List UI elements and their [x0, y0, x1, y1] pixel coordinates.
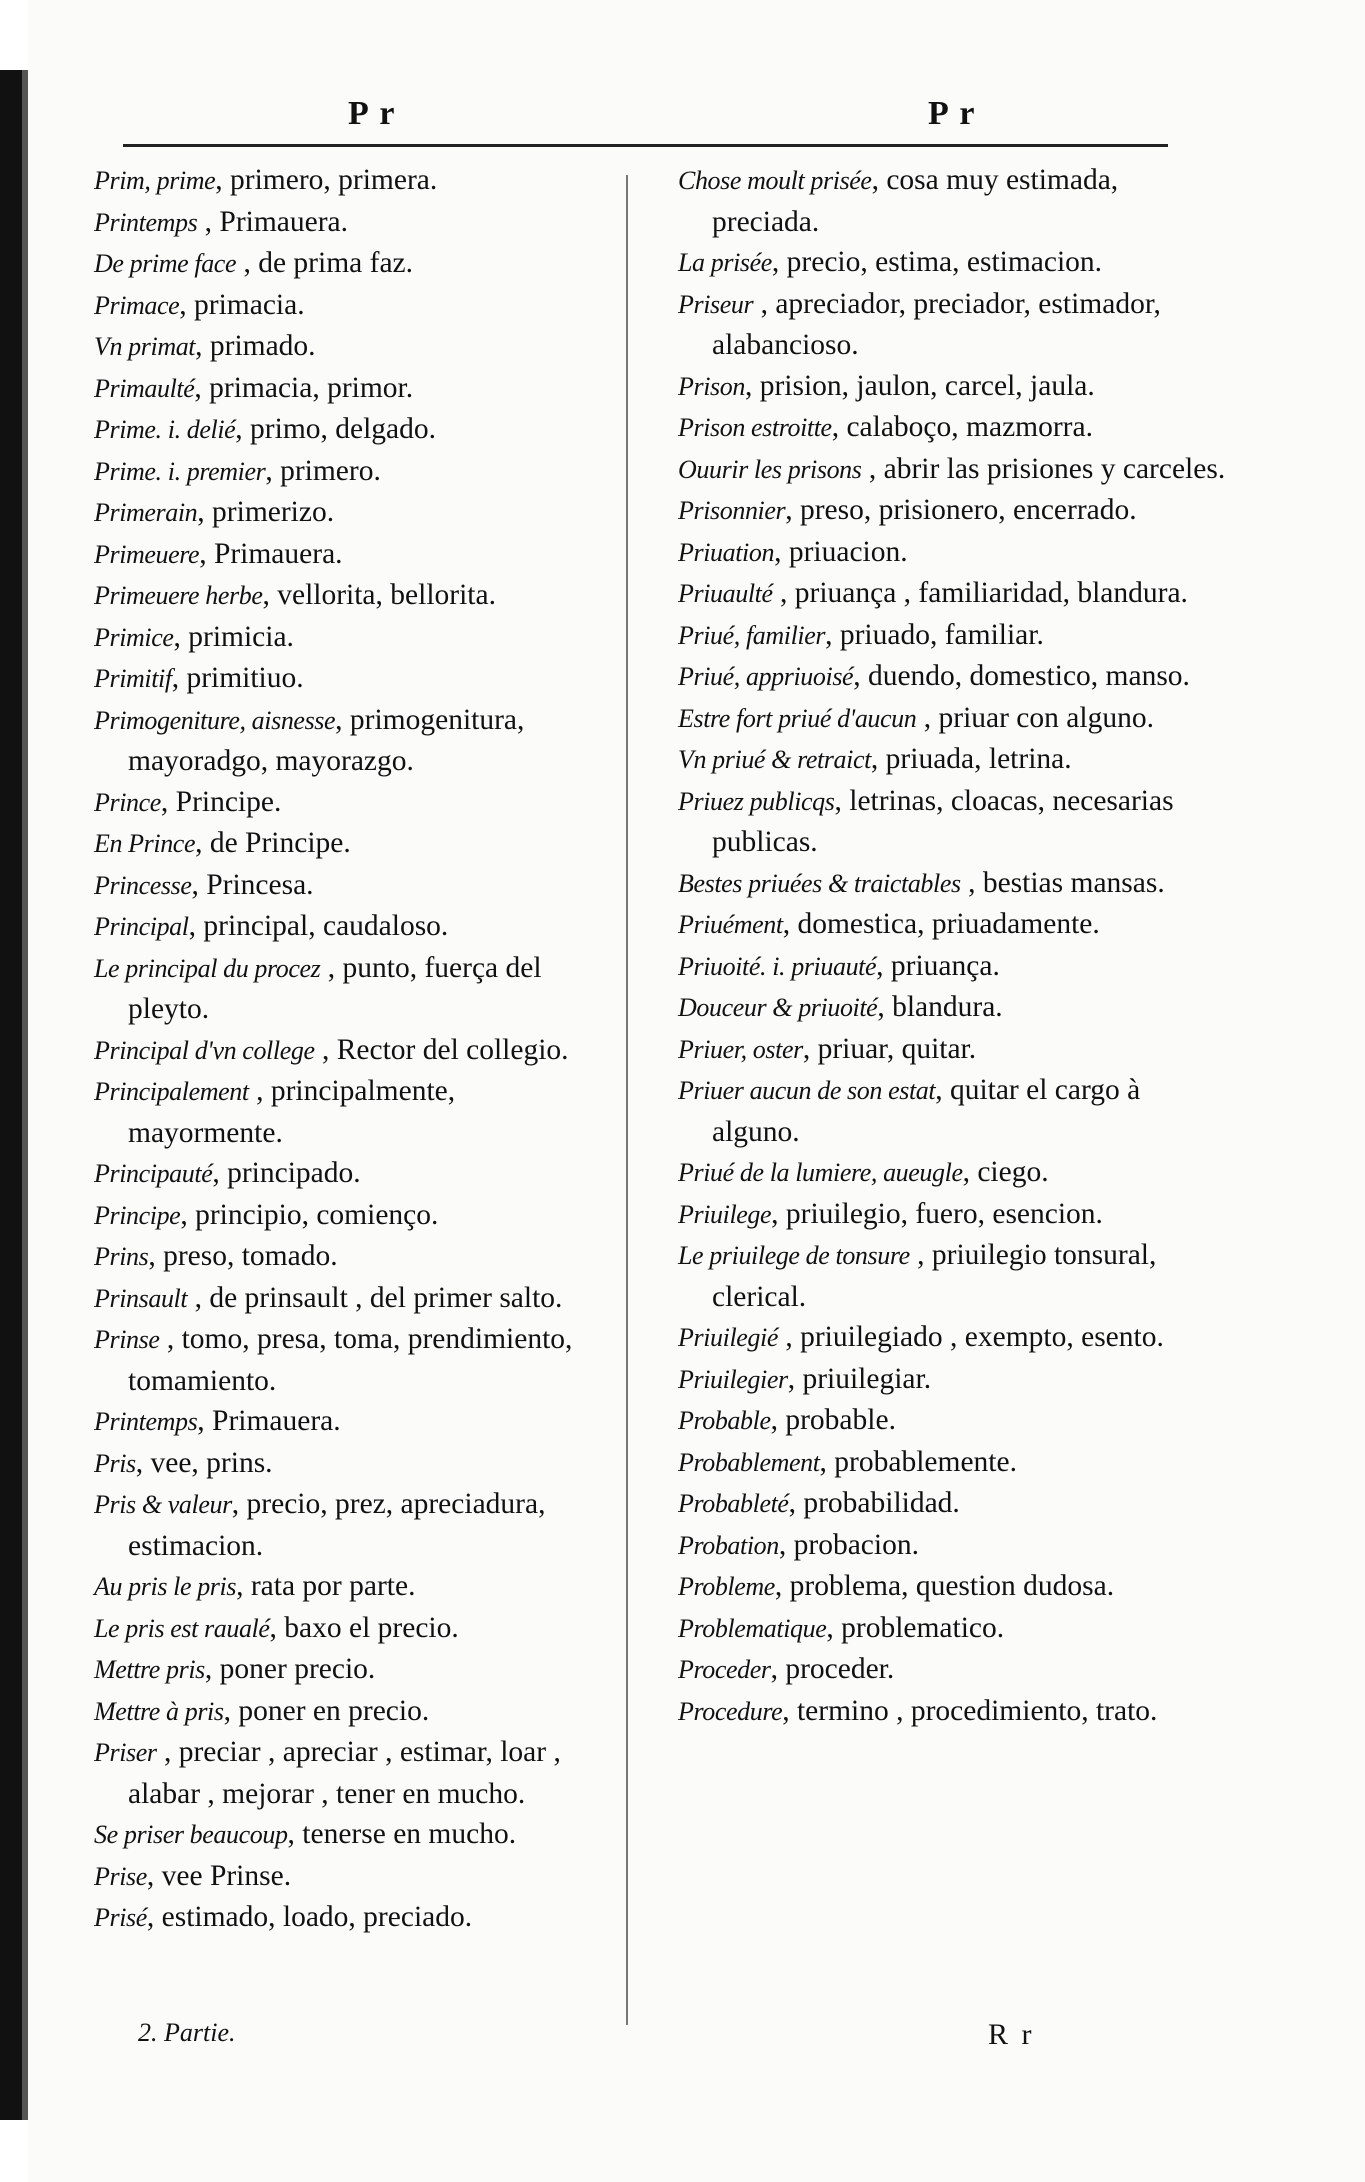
entry-translation: , priuança , familiaridad, blandura. [772, 577, 1188, 609]
entry-translation: , abrir las prisiones y carceles. [861, 452, 1226, 485]
dictionary-entry [94, 1071, 604, 1153]
entry-headword: Probation [678, 1530, 779, 1560]
dictionary-entry [678, 1070, 1228, 1152]
entry-translation: , probable. [770, 1404, 896, 1436]
entry-headword: Ouurir les prisons [678, 454, 862, 484]
entry-translation: , primacia. [179, 288, 305, 321]
entry-headword: Pris & valeur [94, 1490, 232, 1519]
dictionary-entry [94, 1443, 604, 1485]
dictionary-page [28, 0, 1365, 2182]
left-column [94, 160, 604, 1939]
entry-translation: , poner en precio. [223, 1694, 430, 1727]
entry-translation: , blandura. [877, 991, 1003, 1023]
entry-translation: , primerizo. [197, 496, 335, 528]
entry-translation: , precio, prez, apreciadura, estimacion. [128, 1488, 546, 1562]
entry-translation: , primado. [195, 330, 316, 362]
dictionary-entry [678, 284, 1228, 366]
entry-headword: Prinse [94, 1325, 160, 1354]
dictionary-entry [94, 1649, 604, 1691]
entry-headword: Primerain [94, 498, 198, 527]
dictionary-entry [94, 948, 604, 1030]
dictionary-entry [94, 1608, 604, 1650]
entry-translation: , de prinsault , del primer salto. [187, 1281, 563, 1314]
entry-translation: , preciar , apreciar , estimar, loar , alabar , mejorar , tener en mucho. [128, 1736, 561, 1810]
entry-translation: , Primauera. [197, 205, 349, 238]
entry-headword: Prime. i. delié [94, 415, 236, 444]
entry-headword: Principal [94, 912, 189, 941]
entry-translation: , vee Prinse. [146, 1859, 292, 1892]
dictionary-entry [678, 366, 1228, 408]
entry-translation: , preso, tomado. [148, 1240, 338, 1272]
entry-headword: Principalement [94, 1077, 249, 1106]
entry-headword: Printemps [94, 207, 198, 237]
entry-translation: , poner precio. [204, 1653, 376, 1685]
entry-translation: , priuacion. [774, 535, 908, 568]
entry-translation: , tenerse en mucho. [287, 1818, 517, 1850]
entry-headword: Probleme [678, 1572, 775, 1601]
dictionary-entry [678, 407, 1228, 449]
entry-translation: , primitiuo. [171, 662, 304, 694]
entry-headword: Douceur & priuoité [678, 993, 878, 1022]
entry-headword: Pris [94, 1448, 136, 1478]
dictionary-entry [678, 1525, 1228, 1567]
entry-translation: , problematico. [826, 1611, 1005, 1644]
entry-translation: , baxo el precio. [269, 1611, 459, 1644]
entry-translation: , priuilegio, fuero, esencion. [771, 1197, 1103, 1230]
dictionary-entry [94, 782, 604, 824]
entry-translation: , priuilegiar. [787, 1362, 932, 1395]
entry-headword: Prins [94, 1242, 149, 1271]
entry-headword: Le pris est raualé [94, 1613, 270, 1643]
dictionary-entry [678, 1029, 1228, 1071]
entry-headword: Priuilegié [678, 1323, 778, 1352]
entry-headword: Primogeniture, aisnesse [94, 705, 336, 735]
dictionary-entry [94, 1236, 604, 1278]
entry-translation: , calaboço, mazmorra. [831, 411, 1093, 443]
entry-translation: , principado. [212, 1157, 361, 1189]
entry-translation: , primero. [265, 454, 381, 487]
dictionary-entry [94, 1030, 604, 1072]
entry-headword: Priuez publicqs [678, 786, 835, 816]
entry-headword: Primaulté [94, 373, 195, 403]
dictionary-entry [678, 1235, 1228, 1317]
entry-headword: Vn priué & retraict [678, 745, 871, 774]
entry-translation: , Primauera. [197, 1405, 341, 1437]
entry-headword: Mettre pris [94, 1655, 205, 1684]
entry-headword: Prim, prime [94, 166, 216, 195]
entry-translation: , vellorita, bellorita. [262, 579, 496, 611]
entry-headword: Priuoité. i. priuauté [678, 951, 877, 981]
entry-translation: , primo, delgado. [235, 413, 437, 445]
entry-translation: , priuar, quitar. [802, 1032, 977, 1065]
entry-translation: , priuada, letrina. [870, 743, 1072, 775]
entry-headword: Au pris le pris [94, 1572, 237, 1601]
dictionary-entry [678, 532, 1228, 574]
entry-headword: Estre fort priué d'aucun [678, 703, 917, 733]
dictionary-entry [678, 1317, 1228, 1359]
entry-headword: Prince [94, 787, 161, 817]
entry-translation: , Primauera. [199, 537, 343, 570]
dictionary-entry [678, 1442, 1228, 1484]
entry-translation: , vee, prins. [135, 1446, 273, 1479]
entry-headword: Prinsault [94, 1283, 188, 1313]
dictionary-entry [678, 1359, 1228, 1401]
entry-headword: Bestes priuées & traictables [678, 868, 961, 898]
entry-translation: , de prima faz. [236, 247, 414, 279]
dictionary-entry [94, 285, 604, 327]
dictionary-entry [94, 243, 604, 285]
entry-headword: Priseur [678, 289, 754, 319]
column-divider [626, 175, 628, 2025]
dictionary-entry [94, 409, 604, 451]
entry-translation: , ciego. [962, 1156, 1049, 1188]
entry-headword: Priué, familier [678, 620, 826, 650]
dictionary-entry [678, 242, 1228, 284]
entry-headword: La prisée [678, 248, 772, 277]
entry-headword: De prime face [94, 249, 237, 278]
entry-translation: , priuar con alguno. [916, 701, 1154, 734]
entry-translation: , quitar el cargo à alguno. [712, 1074, 1141, 1148]
entry-translation: , proceder. [770, 1653, 895, 1685]
entry-headword: Priué de la lumiere, aueugle [678, 1158, 963, 1187]
dictionary-entry [678, 615, 1228, 657]
dictionary-entry [678, 1566, 1228, 1608]
entry-headword: Prime. i. premier [94, 456, 266, 486]
entry-translation: , principalmente, mayormente. [128, 1075, 456, 1149]
entry-translation: , de Principe. [195, 827, 351, 859]
entry-translation: , estimado, loado, preciado. [146, 1901, 473, 1933]
entry-headword: Mettre à pris [94, 1696, 224, 1726]
entry-headword: Principal d'vn college [94, 1035, 315, 1065]
dictionary-entry [94, 1195, 604, 1237]
dictionary-entry [94, 451, 604, 493]
entry-headword: Priuaulté [678, 579, 773, 608]
dictionary-entry [94, 1401, 604, 1443]
dictionary-entry [678, 1194, 1228, 1236]
entry-headword: Prisé [94, 1903, 147, 1932]
entry-headword: Primitif [94, 664, 172, 693]
entry-translation: , cosa muy estimada, preciada. [712, 164, 1119, 238]
entry-translation: , primacia, primor. [194, 371, 414, 404]
entry-translation: , precio, estima, estimacion. [771, 246, 1103, 278]
entry-translation: , priuado, familiar. [825, 618, 1044, 651]
entry-headword: Prise [94, 1861, 147, 1891]
dictionary-entry [678, 1608, 1228, 1650]
entry-translation: , primogenitura, mayoradgo, mayorazgo. [128, 703, 525, 777]
dictionary-entry [678, 490, 1228, 532]
entry-headword: Probablement [678, 1447, 820, 1477]
entry-headword: Se priser beaucoup [94, 1820, 288, 1849]
dictionary-entry [94, 1153, 604, 1195]
entry-headword: Le principal du procez [94, 953, 321, 983]
entry-translation: , Princesa. [191, 868, 314, 901]
entry-translation: , tomo, presa, toma, prendimiento, tomamiento. [128, 1323, 573, 1397]
entry-translation: , duendo, domestico, manso. [853, 660, 1190, 692]
entry-headword: Le priuilege de tonsure [678, 1241, 910, 1270]
dictionary-entry [94, 492, 604, 534]
entry-headword: Probable [678, 1406, 771, 1435]
dictionary-entry [678, 160, 1228, 242]
entry-translation: , bestias mansas. [960, 866, 1165, 899]
dictionary-entry [94, 700, 604, 782]
entry-headword: Priser [94, 1738, 157, 1767]
entry-headword: Primeuere herbe [94, 581, 263, 610]
entry-headword: Printemps [94, 1407, 198, 1436]
signature-mark: 2. Partie. [138, 2018, 236, 2047]
entry-translation: , Principe. [160, 785, 282, 818]
entry-headword: Prison estroitte [678, 413, 832, 442]
dictionary-entry [678, 656, 1228, 698]
entry-headword: Proceder [678, 1655, 771, 1684]
dictionary-entry [94, 1319, 604, 1401]
entry-headword: Priué, appriuoisé [678, 662, 854, 691]
entry-translation: , apreciador, preciador, estimador, alabancioso. [712, 287, 1161, 361]
book-spine-shadow [0, 70, 22, 2120]
dictionary-entry [678, 1691, 1228, 1733]
dictionary-entry [678, 781, 1228, 863]
entry-headword: Priuation [678, 537, 775, 567]
dictionary-entry [94, 1566, 604, 1608]
entry-translation: , preso, prisionero, encerrado. [785, 494, 1137, 526]
entry-translation: , probacion. [778, 1528, 919, 1561]
dictionary-entry [678, 739, 1228, 781]
dictionary-entry [94, 1278, 604, 1320]
entry-translation: , priuilegiado , exempto, esento. [777, 1321, 1164, 1353]
dictionary-entry [94, 160, 604, 202]
entry-headword: Priuer, oster [678, 1034, 803, 1064]
dictionary-entry [94, 534, 604, 576]
dictionary-entry [94, 326, 604, 368]
dictionary-entry [94, 1897, 604, 1939]
entry-translation: , principio, comienço. [180, 1198, 439, 1231]
running-head-right: P r [928, 95, 977, 132]
header-rule [123, 144, 1168, 147]
entry-translation: , letrinas, cloacas, necesarias publicas. [712, 784, 1174, 858]
entry-headword: Prisonnier [678, 496, 786, 525]
entry-translation: , prision, jaulon, carcel, jaula. [744, 369, 1095, 402]
entry-translation: , primero, primera. [215, 164, 438, 196]
entry-headword: Primace [94, 290, 180, 320]
entry-headword: Problematique [678, 1613, 827, 1643]
dictionary-entry [94, 202, 604, 244]
dictionary-entry [94, 368, 604, 410]
entry-translation: , punto, fuerça del pleyto. [128, 951, 542, 1025]
catchword: R r [988, 2018, 1035, 2051]
entry-headword: Principe [94, 1200, 181, 1230]
entry-headword: Probableté [678, 1489, 789, 1518]
entry-translation: , probablemente. [819, 1445, 1017, 1478]
entry-headword: Prison [678, 371, 745, 401]
dictionary-entry [678, 573, 1228, 615]
entry-translation: , rata por parte. [236, 1570, 416, 1602]
dictionary-entry [94, 865, 604, 907]
entry-headword: Principauté [94, 1159, 213, 1188]
dictionary-entry [94, 1484, 604, 1566]
dictionary-entry [678, 1400, 1228, 1442]
dictionary-entry [678, 449, 1228, 491]
dictionary-entry [678, 1649, 1228, 1691]
entry-headword: Priuilege [678, 1199, 772, 1229]
entry-translation: , probabilidad. [788, 1487, 960, 1519]
entry-translation: , primicia. [173, 620, 294, 653]
dictionary-entry [678, 698, 1228, 740]
entry-headword: Primeuere [94, 539, 200, 569]
running-head-left: P r [348, 95, 397, 132]
entry-translation: , priuança. [876, 949, 1000, 982]
right-column [678, 160, 1228, 1732]
dictionary-entry [678, 987, 1228, 1029]
entry-translation: , termino , procedimiento, trato. [782, 1694, 1158, 1727]
entry-headword: Procedure [678, 1696, 783, 1726]
dictionary-entry [94, 823, 604, 865]
entry-translation: , Rector del collegio. [314, 1033, 569, 1066]
entry-headword: Priuément [678, 910, 783, 939]
entry-headword: Primice [94, 622, 174, 652]
entry-headword: Vn primat [94, 332, 196, 361]
dictionary-entry [94, 1691, 604, 1733]
entry-headword: Princesse [94, 870, 192, 900]
dictionary-entry [94, 1732, 604, 1814]
dictionary-entry [94, 658, 604, 700]
dictionary-entry [94, 575, 604, 617]
entry-headword: Chose moult prisée [678, 166, 872, 195]
dictionary-entry [678, 946, 1228, 988]
entry-headword: Priuilegier [678, 1364, 788, 1394]
dictionary-entry [678, 863, 1228, 905]
entry-headword: En Prince [94, 829, 196, 858]
dictionary-entry [678, 1152, 1228, 1194]
entry-translation: , domestica, priuadamente. [782, 908, 1100, 940]
entry-headword: Priuer aucun de son estat [678, 1076, 936, 1105]
entry-translation: , priuilegio tonsural, clerical. [712, 1239, 1157, 1313]
dictionary-entry [94, 1856, 604, 1898]
dictionary-entry [678, 1483, 1228, 1525]
dictionary-entry [94, 1814, 604, 1856]
entry-translation: , principal, caudaloso. [188, 910, 449, 942]
dictionary-entry [94, 906, 604, 948]
dictionary-entry [678, 904, 1228, 946]
dictionary-entry [94, 617, 604, 659]
entry-translation: , problema, question dudosa. [774, 1570, 1115, 1602]
